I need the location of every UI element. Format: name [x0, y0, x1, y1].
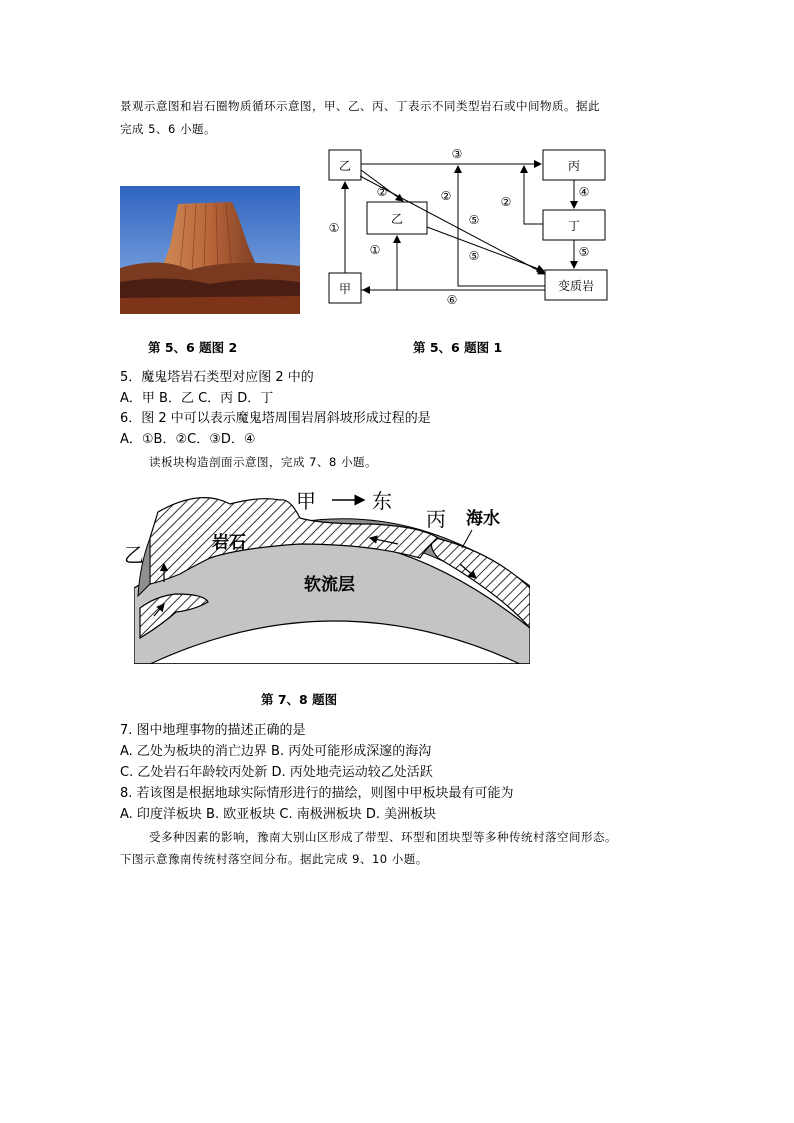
arrow-label-1-mid: ①: [369, 243, 381, 257]
fig-5-6-2-caption: 第 5、6 题图 2: [148, 340, 238, 355]
label-bing: 丙: [426, 507, 446, 531]
box-bing-label: 丙: [567, 159, 581, 173]
box-jia-label: 甲: [338, 282, 352, 296]
arrow-label-1-left: ①: [328, 221, 340, 235]
box-yi-top-label: 乙: [338, 159, 352, 173]
arrow-label-5-b: ⑤: [468, 249, 480, 263]
arrow-label-3: ③: [451, 147, 463, 161]
box-metamorphic-label: 变质岩: [557, 279, 595, 293]
intro-9-10-line2: 下图示意豫南传统村落空间分布。据此完成 9、10 小题。: [120, 852, 428, 866]
plate-section-diagram: [120, 478, 540, 670]
q6-stem: 6．图 2 中可以表示魔鬼塔周围岩屑斜坡形成过程的是: [120, 411, 431, 426]
arrow-label-6: ⑥: [446, 293, 458, 307]
box-ding-label: 丁: [567, 219, 581, 233]
label-rock: 岩石: [212, 533, 246, 553]
q5-options: A．甲 B．乙 C．丙 D．丁: [120, 391, 274, 406]
label-asthenosphere: 软流层: [304, 575, 355, 595]
box-yi-mid-label: 乙: [390, 212, 404, 226]
arrow-label-2-b: ②: [440, 189, 452, 203]
intro-5-6-line2: 完成 5、6 小题。: [120, 122, 216, 136]
arrow-label-2-c: ②: [500, 195, 512, 209]
q5-stem: 5．魔鬼塔岩石类型对应图 2 中的: [120, 370, 314, 385]
label-yi: 乙: [124, 543, 144, 567]
arrow-label-5-a: ⑤: [468, 213, 480, 227]
q7-stem: 7. 图中地理事物的描述正确的是: [120, 723, 306, 738]
arrow-label-4: ④: [578, 185, 590, 199]
q7-options-cd: C. 乙处岩石年龄较丙处新 D. 丙处地壳运动较乙处活跃: [120, 765, 433, 780]
label-seawater: 海水: [466, 509, 500, 529]
label-jia: 甲: [296, 489, 316, 513]
q7-options-ab: A. 乙处为板块的消亡边界 B. 丙处可能形成深邃的海沟: [120, 744, 432, 759]
devils-tower-photo: [120, 186, 300, 314]
q8-options: A. 印度洋板块 B. 欧亚板块 C. 南极洲板块 D. 美洲板块: [120, 807, 437, 822]
rock-cycle-diagram: [320, 144, 620, 314]
q8-stem: 8. 若该图是根据地球实际情形进行的描绘，则图中甲板块最有可能为: [120, 786, 514, 801]
fig-7-8-caption: 第 7、8 题图: [261, 692, 338, 707]
intro-9-10-line1: 受多种因素的影响，豫南大别山区形成了带型、环型和团块型等多种传统村落空间形态。: [149, 830, 617, 844]
intro-7-8: 读板块构造剖面示意图，完成 7、8 小题。: [149, 455, 377, 469]
label-east: 东: [372, 489, 392, 513]
intro-5-6-line1: 景观示意图和岩石圈物质循环示意图，甲、乙、丙、丁表示不同类型岩石或中间物质。据此: [120, 99, 600, 113]
q6-options: A．①B．②C．③D．④: [120, 432, 256, 447]
fig-5-6-1-caption: 第 5、6 题图 1: [413, 340, 503, 355]
arrow-label-5-c: ⑤: [578, 245, 590, 259]
arrow-label-2-a: ②: [376, 185, 388, 199]
